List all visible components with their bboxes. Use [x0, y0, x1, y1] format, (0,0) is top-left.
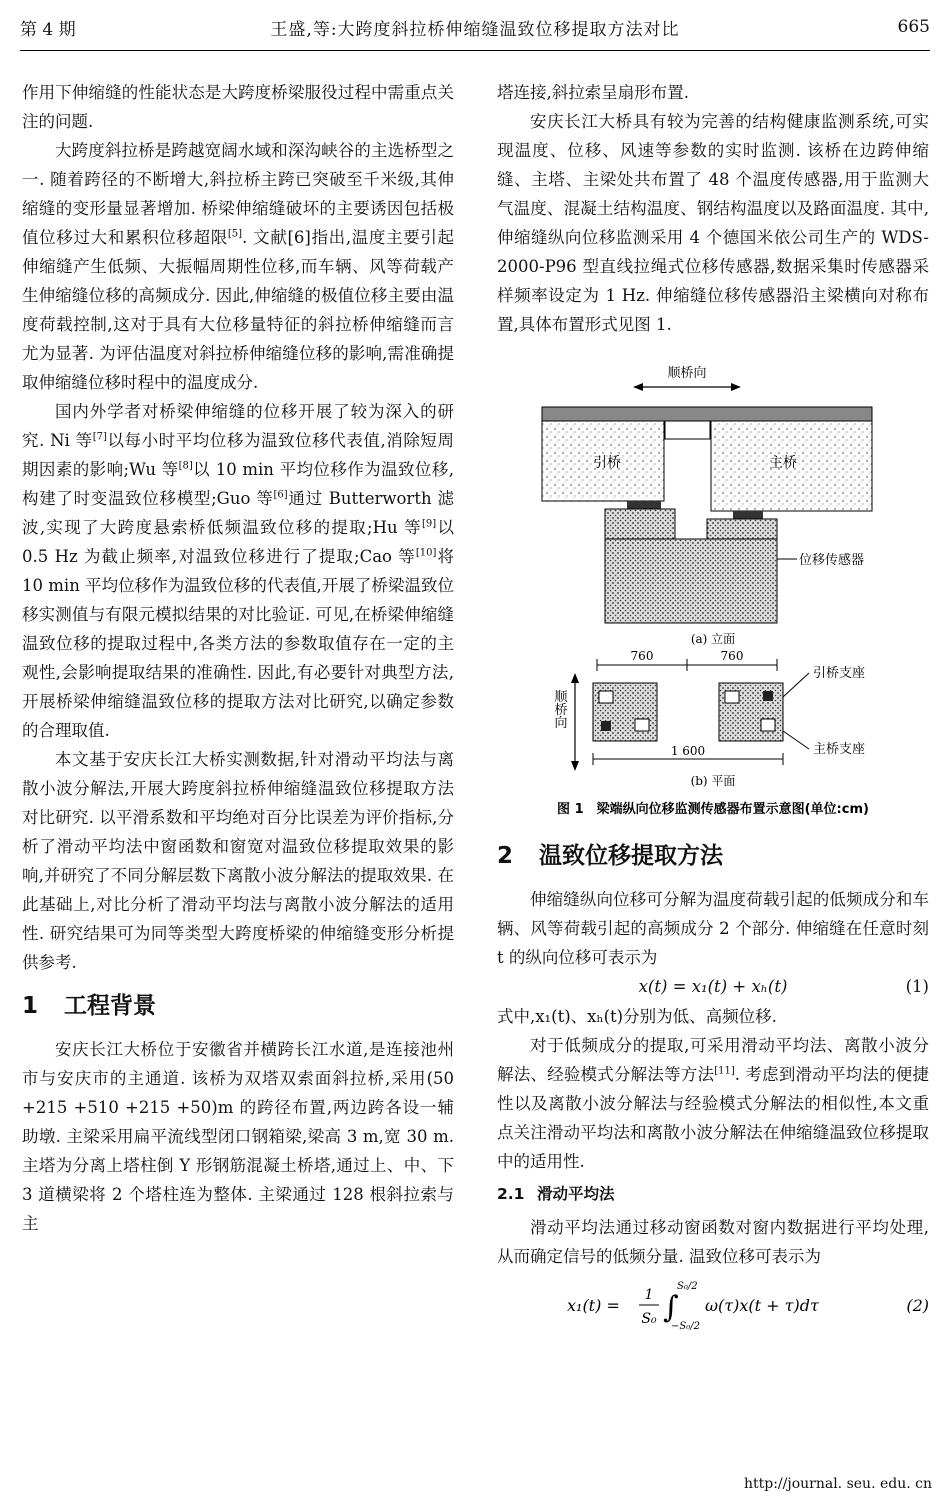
paragraph: 滑动平均法通过移动窗函数对窗内数据进行平均处理,从而确定信号的低频分量. 温致位移可表示为 [497, 1218, 929, 1266]
paragraph: 伸缩缝纵向位移可分解为温度荷载引起的低频成分和车辆、风等荷载引起的高频成分 2 个部分. 伸缩缝在任意时刻 t 的纵向位移可表示为 [497, 890, 929, 967]
citation: [8] [178, 460, 193, 472]
approach-bearing-label: 引桥支座 [813, 666, 866, 681]
svg-text:S₀: S₀ [641, 1311, 657, 1327]
paragraph: 安庆长江大桥具有较为完善的结构健康监测系统,可实现温度、位移、风速等参数的实时监测. 该桥在边跨伸缩缝、主塔、主梁处共布置了 48 个温度传感器,用于监测大气温度、混凝土结构温度、钢结构温度以及路面温度. 其中,伸缩缝纵向位移监测采用 4 个德国米依公司生产的 WDS-2000-P96 型直线拉绳式位移传感器,数据采集时传感器采样频率设定为 1 Hz. 伸缩缝位移传感器沿主梁横向对称布置,具体布置形式见图 1. [497, 112, 929, 334]
pier [605, 539, 777, 623]
dim-total: 1 600 [670, 744, 706, 758]
paragraph: 本文基于安庆长江大桥实测数据,针对滑动平均法与离散小波分解法,开展大跨度斜拉桥伸缩缝温致位移提取方法对比研究. 以平滑系数和平均绝对百分比误差为评价指标,分析了滑动平均法中窗函数和窗宽对温致位移提取效果的影响,并研究了不同分解层数下离散小波分解法的提取效果. 在此基础上,对比分析了滑动平均法与离散小波分解法的适用性. 研究结果可为同等类型大跨度桥梁的伸缩缝变形分析提供参考. [22, 750, 454, 972]
caption-a: (a) 立面 [690, 632, 736, 646]
citation: [7] [92, 431, 107, 443]
svg-text:S₀/2: S₀/2 [677, 1281, 698, 1292]
dim-right: 760 [720, 649, 744, 663]
equation-number: (1) [905, 977, 929, 996]
header-rule [20, 50, 930, 51]
journal-url: http://journal. seu. edu. cn [743, 1476, 932, 1492]
left-column [22, 78, 454, 1238]
svg-text:ω(τ)x(t + τ)dτ: ω(τ)x(t + τ)dτ [705, 1296, 819, 1315]
svg-text:∫: ∫ [663, 1290, 679, 1325]
page-number: 665 [897, 17, 930, 37]
paragraph: 对于低频成分的提取,可采用滑动平均法、离散小波分解法、经验模式分解法等方法[11]. 考虑到滑动平均法的便捷性以及离散小波分解法与经验模式分解法的相似性,本文重点关注滑动平均法和离散小波分解法在伸缩缝温致位移提取中的适用性. [497, 1036, 930, 1171]
citation: [6] [273, 489, 288, 501]
paragraph: 式中,x₁(t)、xₕ(t)分别为低、高频位移. [497, 1007, 777, 1026]
vertical-direction-label: 顺桥向 [551, 689, 567, 729]
expansion-joint [665, 421, 710, 439]
section-heading: 1 工程背景 [22, 993, 156, 1019]
main-label: 主桥 [769, 455, 797, 471]
paragraph: 安庆长江大桥位于安徽省并横跨长江水道,是连接池州市与安庆市的主通道. 该桥为双塔双索面斜拉桥,采用(50 +215 +510 +215 +50)m 的跨径布置,两边跨各设一辅助墩. 主梁采用扁平流线型闭口钢箱梁,梁高 3 m,宽 30 m. 主塔为分离上塔柱倒 Y 形钢筋混凝土桥塔,通过上、中、下 3 道横梁将 2 个塔柱连为整体. 主梁通过 128 根斜拉索与主 [22, 1040, 454, 1233]
figure-caption: 图 1 梁端纵向位移监测传感器布置示意图(单位:cm) [557, 802, 869, 817]
subsection-heading: 2.1 滑动平均法 [497, 1185, 615, 1203]
page-header [20, 10, 930, 44]
approach-label: 引桥 [593, 455, 621, 471]
citation: [10] [415, 547, 437, 559]
paragraph: 国内外学者对桥梁伸缩缝的位移开展了较为深入的研究. Ni 等[7]以每小时平均位移为温致位移代表值,消除短周期因素的影响;Wu 等[8]以 10 min 平均位移作为温致位移,构建了时变温致位移模型;Guo 等[6]通过 Butterworth 滤波,实现了大跨度悬索桥低频温致位移的提取;Hu 等[9]以 0.5 Hz 为截止频率,对温致位移进行了提取;Cao 等[10]将 10 min 平均位移作为温致位移的代表值,开展了桥梁温致位移实测值与有限元模拟结果的对比验证. 可见,在桥梁伸缩缝温致位移的提取过程中,各类方法的参数取值存在一定的主观性,会影响提取结果的准确性. 因此,有必要针对典型方法,开展桥梁伸缩缝温致位移的提取方法对比研究,以确定参数的合理取值. [22, 402, 455, 740]
section-heading: 2 温致位移提取方法 [497, 843, 723, 869]
paragraph: 大跨度斜拉桥是跨越宽阔水域和深沟峡谷的主选桥型之一. 随着跨径的不断增大,斜拉桥主跨已突破至千米级,其伸缩缝的变形量显著增加. 桥梁伸缩缝破坏的主要诱因包括极值位移过大和累积位移超限[5]. 文献[6]指出,温度主要引起伸缩缝产生低频、大振幅周期性位移,而车辆、风等荷载产生伸缩缝位移的高频成分. 因此,伸缩缝的极值位移主要由温度荷载控制,这对于具有大位移量特征的斜拉桥伸缩缝而言尤为显著. 为评估温度对斜拉桥伸缩缝位移的影响,需准确提取伸缩缝位移时程中的温度成分. [22, 141, 454, 392]
main-bearing-label: 主桥支座 [813, 742, 866, 757]
citation: [5] [227, 228, 243, 240]
svg-text:x₁(t) =: x₁(t) = [567, 1296, 620, 1315]
equation-1: x(t) = x₁(t) + xₕ(t) (1) [497, 972, 929, 1002]
equation-2 [497, 1277, 929, 1333]
paragraph: 作用下伸缩缝的性能状态是大跨度桥梁服役过程中需重点关注的问题. [22, 83, 454, 131]
direction-label: 顺桥向 [667, 366, 707, 381]
running-title: 王盛,等:大跨度斜拉桥伸缩缝温致位移提取方法对比 [270, 19, 680, 40]
equation-2-render [497, 1277, 929, 1333]
right-column [497, 78, 929, 1333]
sensor-layout-diagram [497, 347, 929, 827]
figure-1 [497, 347, 929, 827]
issue-number: 第 4 期 [20, 19, 76, 40]
sensor-label: 位移传感器 [799, 553, 865, 568]
paragraph: 塔连接,斜拉索呈扇形布置. [497, 83, 689, 102]
citation: [11] [714, 1065, 735, 1077]
svg-text:1: 1 [644, 1287, 654, 1303]
caption-b: (b) 平面 [690, 774, 736, 788]
dim-left: 760 [630, 649, 654, 663]
svg-text:−S₀/2: −S₀/2 [671, 1321, 700, 1332]
equation-number: (2) [906, 1296, 929, 1315]
citation: [9] [422, 518, 437, 530]
